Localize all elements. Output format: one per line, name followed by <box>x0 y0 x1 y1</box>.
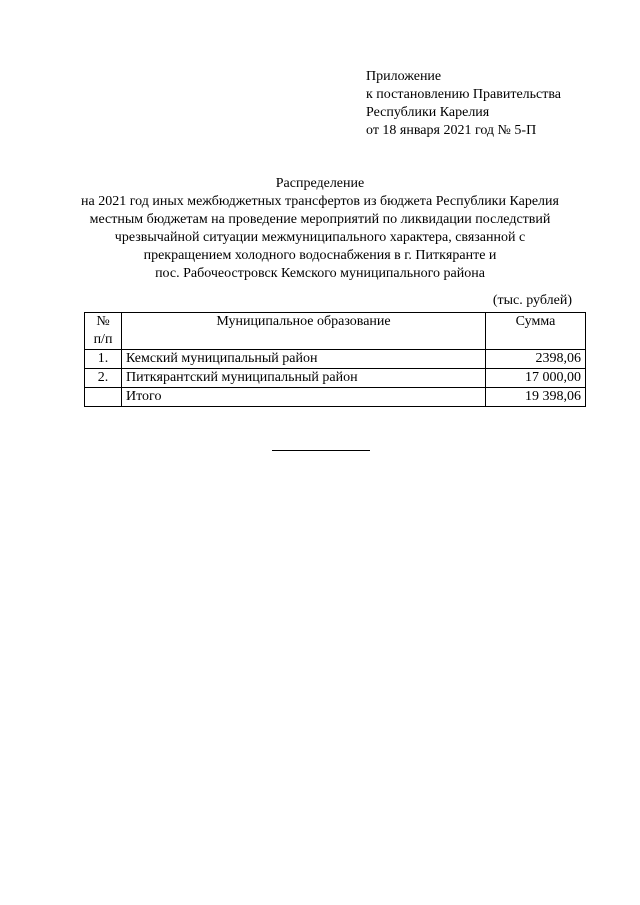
total-amount: 19 398,06 <box>486 388 586 407</box>
appendix-line: от 18 января 2021 год № 5-П <box>366 123 537 138</box>
title-line: чрезвычайной ситуации межмуниципального характера, связанной с <box>114 230 526 245</box>
row-amount: 17 000,00 <box>486 369 586 388</box>
row-municipality: Кемский муниципальный район <box>122 350 486 369</box>
closing-rule <box>272 450 370 451</box>
row-num: 1. <box>85 350 122 369</box>
table-row <box>85 369 586 388</box>
appendix-line: Республики Карелия <box>366 105 490 120</box>
table-header-row <box>85 313 586 350</box>
row-amount: 2398,06 <box>486 350 586 369</box>
header-amount: Сумма <box>486 313 586 350</box>
title-line: пос. Рабочеостровск Кемского муниципального района <box>155 266 485 281</box>
table-total-row <box>85 388 586 407</box>
header-municipality: Муниципальное образование <box>122 313 486 350</box>
total-label: Итого <box>122 388 486 407</box>
title-line: на 2021 год иных межбюджетных трансфертов из бюджета Республики Карелия <box>81 194 559 209</box>
appendix-line: к постановлению Правительства <box>366 87 562 102</box>
header-num <box>85 313 122 350</box>
header-num-line2: п/п <box>93 332 113 347</box>
units-label: (тыс. рублей) <box>492 293 572 308</box>
header-num-line1: № <box>96 314 110 329</box>
title-line: прекращением холодного водоснабжения в г. Питкяранте и <box>143 248 497 263</box>
appendix-header <box>366 68 561 140</box>
table-row <box>85 350 586 369</box>
total-num <box>85 388 122 407</box>
row-municipality: Питкярантский муниципальный район <box>122 369 486 388</box>
title-line: местным бюджетам на проведение мероприятий по ликвидации последствий <box>89 212 551 227</box>
title-heading: Распределение <box>275 176 365 191</box>
row-num: 2. <box>85 369 122 388</box>
document-title <box>40 175 600 283</box>
appendix-line: Приложение <box>366 69 442 84</box>
distribution-table <box>84 312 586 407</box>
